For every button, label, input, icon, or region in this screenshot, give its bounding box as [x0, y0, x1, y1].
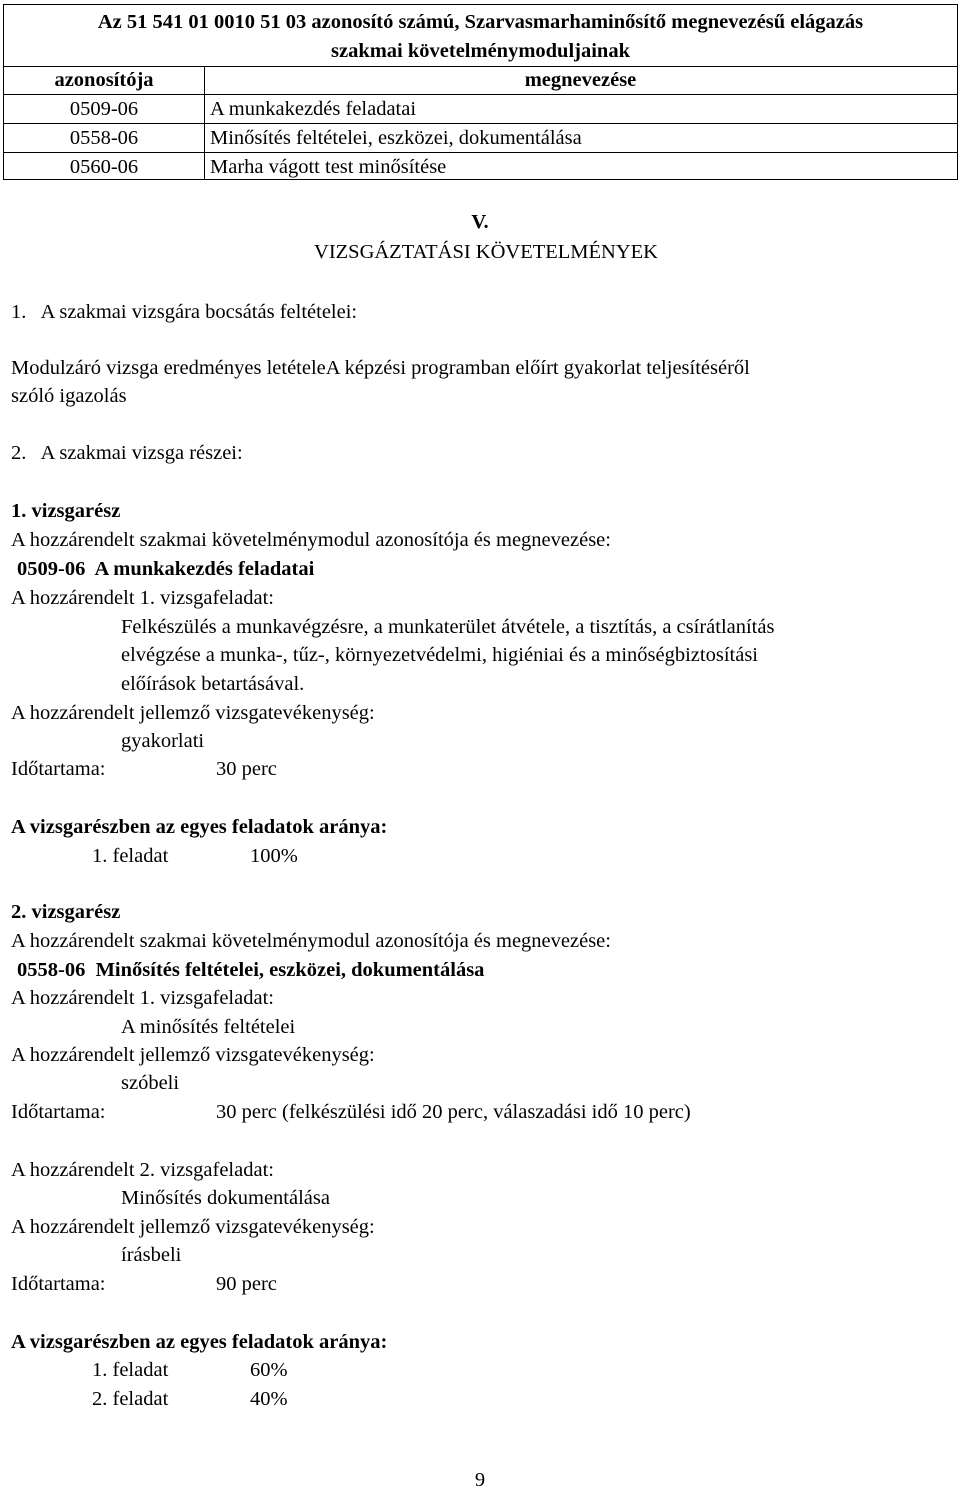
section-roman: V. — [471, 211, 489, 233]
part2-duration1: 30 perc (felkészülési idő 20 perc, válaszadási idő 10 perc) — [216, 1101, 691, 1123]
table-row-id: 0560-06 — [69, 156, 139, 178]
part1-ratio-heading: A vizsgarészben az egyes feladatok aránya: — [11, 816, 388, 838]
part1-ratio-task: 1. feladat — [92, 845, 169, 867]
part2-duration1-label: Időtartama: — [11, 1101, 106, 1123]
table-row-name: A munkakezdés feladatai — [210, 98, 417, 120]
table-title-line1: Az 51 541 01 0010 51 03 azonosító számú, Szarvasmarhaminősítő megnevezésű elágazás — [97, 11, 864, 33]
part1-duration: 30 perc — [216, 758, 277, 780]
part2-activity1-label: A hozzárendelt jellemző vizsgatevékenység: — [11, 1044, 375, 1066]
part2-activity2-label: A hozzárendelt jellemző vizsgatevékenység: — [11, 1216, 375, 1238]
point1-text-line1: Modulzáró vizsga eredményes letételeA képzési programban előírt gyakorlat teljesítéséről — [11, 357, 750, 379]
point2-heading: 2. A szakmai vizsga részei: — [11, 442, 243, 464]
part1-ratio-value: 100% — [250, 845, 298, 867]
part2-task2-label: A hozzárendelt 2. vizsgafeladat: — [11, 1159, 274, 1181]
part1-title: 1. vizsgarész — [11, 500, 121, 522]
part1-task-line2: elvégzése a munka-, tűz-, környezetvédelmi, higiéniai és a minőségbiztosítási — [121, 644, 758, 666]
part1-module: 0509-06 A munkakezdés feladatai — [17, 558, 315, 580]
part2-activity2: írásbeli — [121, 1244, 182, 1266]
table-row-id: 0509-06 — [69, 98, 139, 120]
part2-title: 2. vizsgarész — [11, 901, 121, 923]
part2-duration2: 90 perc — [216, 1273, 277, 1295]
table-title-line2: szakmai követelménymoduljainak — [331, 40, 630, 62]
page-number: 9 — [474, 1469, 486, 1491]
point1-text-line2: szóló igazolás — [11, 385, 127, 407]
section-title: VIZSGÁZTATÁSI KÖVETELMÉNYEK — [314, 241, 658, 263]
table-row-id: 0558-06 — [69, 127, 139, 149]
part1-activity: gyakorlati — [121, 730, 205, 752]
module-table — [3, 4, 958, 180]
part2-task1-label: A hozzárendelt 1. vizsgafeladat: — [11, 987, 274, 1009]
part2-module-intro: A hozzárendelt szakmai követelménymodul azonosítója és megnevezése: — [11, 930, 611, 952]
part2-activity1: szóbeli — [121, 1072, 180, 1094]
part2-ratio-value: 60% — [250, 1359, 288, 1381]
table-row-name: Marha vágott test minősítése — [210, 156, 447, 178]
part2-ratio-heading: A vizsgarészben az egyes feladatok aránya: — [11, 1331, 388, 1353]
part2-duration2-label: Időtartama: — [11, 1273, 106, 1295]
part2-module: 0558-06 Minősítés feltételei, eszközei, dokumentálása — [17, 959, 485, 981]
part1-task-label: A hozzárendelt 1. vizsgafeladat: — [11, 587, 274, 609]
point1-heading: 1. A szakmai vizsgára bocsátás feltételei: — [11, 301, 358, 323]
part2-task2: Minősítés dokumentálása — [121, 1187, 330, 1209]
part1-task-line3: előírások betartásával. — [121, 673, 305, 695]
table-header-id: azonosítója — [54, 69, 154, 91]
part1-activity-label: A hozzárendelt jellemző vizsgatevékenység: — [11, 702, 375, 724]
part2-ratio-task: 2. feladat — [92, 1388, 169, 1410]
part2-ratio-value: 40% — [250, 1388, 288, 1410]
part2-task1: A minősítés feltételei — [121, 1016, 296, 1038]
table-row-name: Minősítés feltételei, eszközei, dokumentálása — [210, 127, 582, 149]
part2-ratio-task: 1. feladat — [92, 1359, 169, 1381]
part1-duration-label: Időtartama: — [11, 758, 106, 780]
table-header-name: megnevezése — [524, 69, 637, 91]
part1-module-intro: A hozzárendelt szakmai követelménymodul azonosítója és megnevezése: — [11, 529, 611, 551]
part1-task-line1: Felkészülés a munkavégzésre, a munkaterület átvétele, a tisztítás, a csírátlanítás — [121, 616, 775, 638]
